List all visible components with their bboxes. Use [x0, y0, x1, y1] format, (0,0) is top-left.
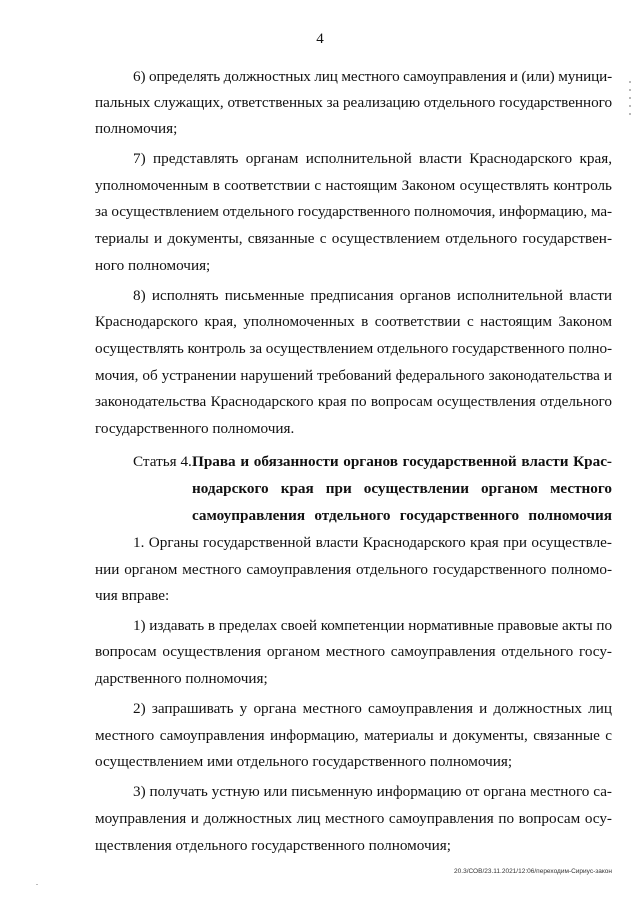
paragraph-line: 3) получать устную или письменную информацию от органа местного са-	[133, 783, 612, 800]
paragraph-line: осуществлением ими отдельного государственного полномочия;	[95, 753, 513, 770]
paragraph-line: законодательства Краснодарского края по вопросам осуществления отдельного	[95, 393, 612, 410]
paragraph-line: 2) запрашивать у органа местного самоуправления и должностных лиц	[133, 700, 612, 717]
paragraph-line: териалы и документы, связанные с осуществлением отдельного государствен-	[95, 230, 612, 247]
paragraph-line: 1) издавать в пределах своей компетенции нормативные правовые акты по	[133, 617, 612, 634]
footer-stamp: 20.3/СОВ/23.11.2021/12:06/переходим-Сириус-закон	[454, 868, 612, 875]
paragraph-line: мочия, об устранении нарушений требований федерального законодательства и	[95, 367, 612, 384]
paragraph-line: чия вправе:	[95, 587, 170, 604]
paragraph-line: местного самоуправления информацию, материалы и документы, связанные с	[95, 727, 612, 744]
paragraph-line: 1. Органы государственной власти Краснодарского края при осуществле-	[133, 534, 612, 551]
article-title-line: Права и обязанности органов государственной власти Крас-	[192, 453, 612, 470]
article-label: Статья 4.	[133, 453, 192, 470]
paragraph-line: 7) представлять органам исполнительной власти Краснодарского края,	[133, 150, 612, 167]
paragraph-line: Краснодарского края, уполномоченных в соответствии с настоящим Законом	[95, 313, 612, 330]
edge-mark	[36, 884, 38, 885]
paragraph-line: ществления отдельного государственного полномочия;	[95, 837, 451, 854]
paragraph-line: 6) определять должностных лиц местного самоуправления и (или) муници-	[133, 68, 612, 85]
article-title-line: самоуправления отдельного государственного полномочия	[192, 507, 612, 524]
paragraph-line: 8) исполнять письменные предписания органов исполнительной власти	[133, 287, 612, 304]
paragraph-line: пальных служащих, ответственных за реализацию отдельного государственного	[95, 94, 612, 111]
paragraph-line: полномочия;	[95, 120, 178, 137]
paragraph-line: ного полномочия;	[95, 257, 211, 274]
page-number: 4	[316, 31, 324, 47]
paragraph-line: моуправления и должностных лиц местного самоуправления по вопросам осу-	[95, 810, 612, 827]
stamp-mark	[624, 75, 636, 145]
paragraph-line: уполномоченным в соответствии с настоящим Законом осуществлять контроль	[95, 177, 612, 194]
paragraph-line: нии органом местного самоуправления отдельного государственного полномо-	[95, 561, 612, 578]
article-title-line: нодарского края при осуществлении органом местного	[192, 480, 612, 497]
paragraph-line: за осуществлением отдельного государственного полномочия, информацию, ма-	[95, 203, 613, 220]
paragraph-line: осуществлять контроль за осуществлением отдельного государственного полно-	[95, 340, 612, 357]
paragraph-line: дарственного полномочия;	[95, 670, 268, 687]
paragraph-line: государственного полномочия.	[95, 420, 295, 437]
paragraph-line: вопросам осуществления органом местного самоуправления отдельного госу-	[95, 643, 612, 660]
